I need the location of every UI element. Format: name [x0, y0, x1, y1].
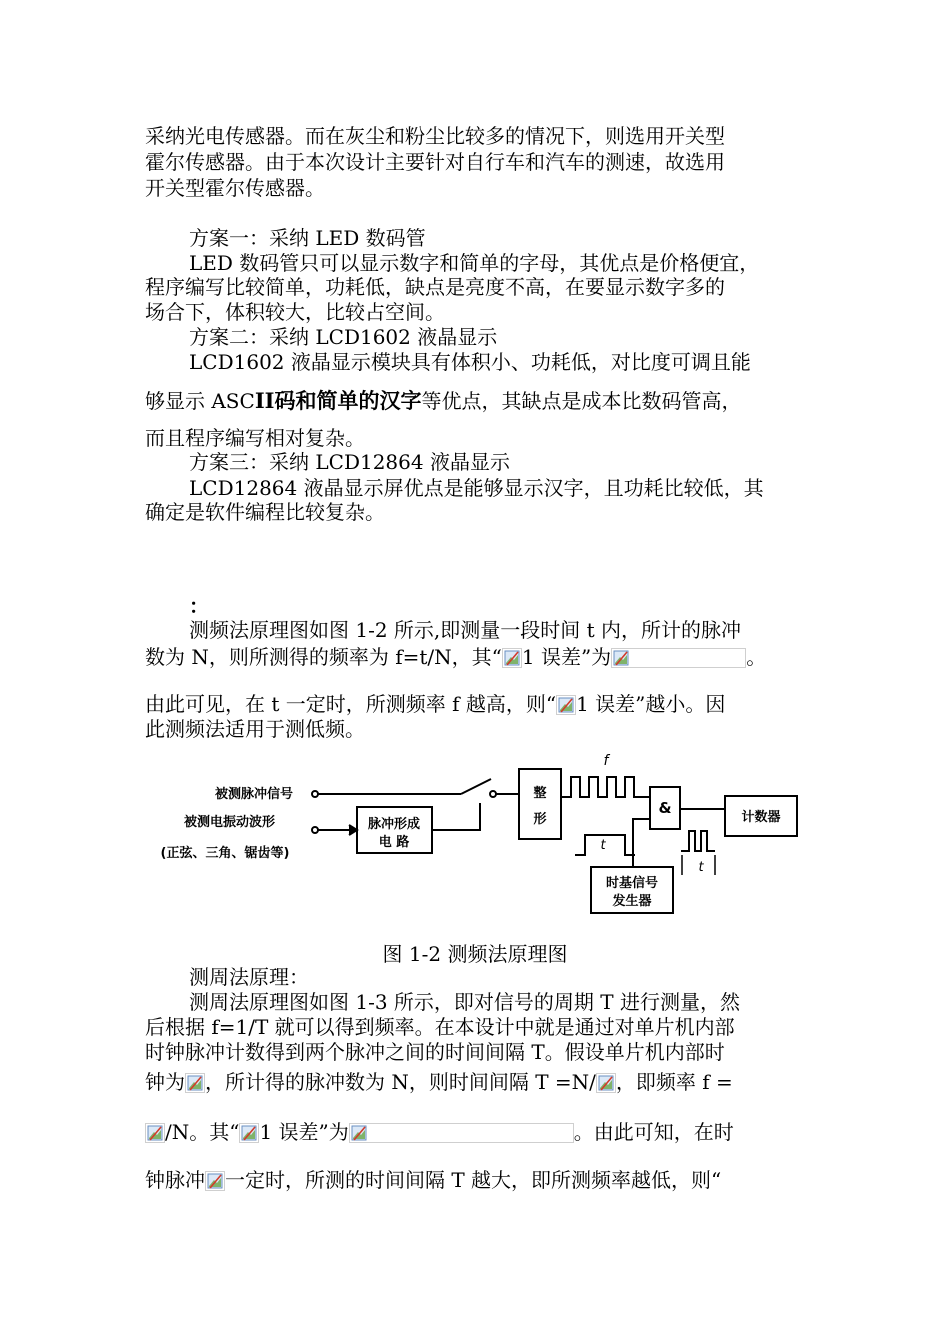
option1-title: 方案一：采纳 LED 数码管: [189, 226, 426, 250]
shaping-label-2: 形: [533, 812, 547, 827]
broken-image-icon: [596, 1073, 616, 1093]
paragraph-line: LED 数码管只可以显示数字和简单的字母，其优点是价格便宜，: [189, 251, 760, 275]
colon-line: ：: [189, 594, 209, 618]
paragraph-line: 后根据 f=1/T 就可以得到频率。在本设计中就是通过对单片机内部: [145, 1015, 735, 1039]
paragraph-line: 此测频法适用于测低频。: [145, 717, 365, 741]
timebase-label-1: 时基信号: [605, 876, 659, 891]
paragraph-line: 采纳光电传感器。而在灰尘和粉尘比较多的情况下，则选用开关型: [145, 124, 725, 148]
paragraph-line: 程序编写比较简单，功耗低，缺点是亮度不高，在要显示数字多的: [145, 275, 725, 299]
paragraph-line: 开关型霍尔传感器。: [145, 176, 325, 200]
shaper-label-2: 电 路: [378, 835, 410, 850]
paragraph-line: [145, 389, 741, 413]
broken-image-icon: [502, 648, 522, 668]
text-span: 由此可见，在 t 一定时，所测频率 f 越高，则“: [145, 692, 557, 716]
option3-title: 方案三：采纳 LCD12864 液晶显示: [189, 450, 510, 474]
broken-image-icon: [349, 1123, 574, 1143]
output-burst-waveform: [681, 831, 715, 851]
text-span: ，即频率 f =: [615, 1070, 733, 1094]
option2-title: 方案二：采纳 LCD1602 液晶显示: [189, 325, 498, 349]
input-terminal: [312, 827, 318, 833]
shaper-label-1: 脉冲形成: [367, 817, 421, 832]
broken-image-icon: [611, 648, 746, 668]
frequency-method-diagram: [145, 745, 815, 925]
paragraph-line: 测周法原理图如图 1-3 所示，即对信号的周期 T 进行测量，然: [189, 990, 740, 1014]
paragraph-line: 确定是软件编程比较复杂。: [145, 500, 385, 524]
timebase-label-2: 发生器: [612, 894, 652, 909]
text-span: 一定时，所测的时间间隔 T 越大，即所测频率越低，则“: [225, 1168, 722, 1192]
paragraph-line: [145, 1168, 721, 1192]
input-label-pulse: 被测脉冲信号: [214, 787, 293, 802]
paragraph-line: 场合下，体积较大，比较占空间。: [145, 300, 445, 324]
paragraph-line: 霍尔传感器。由于本次设计主要针对自行车和汽车的测速，故选用: [145, 150, 725, 174]
switch: [461, 779, 491, 794]
text-span: 。: [746, 645, 767, 669]
paragraph-line: 时钟脉冲计数得到两个脉冲之间的时间间隔 T。假设单片机内部时: [145, 1040, 725, 1064]
paragraph-line: LCD12864 液晶显示屏优点是能够显示汉字，且功耗比较低，其: [189, 476, 764, 500]
text-span: 1 误差”越小。因: [576, 692, 726, 716]
input-label-wave: 被测电振动波形: [183, 815, 275, 830]
period-method-title: 测周法原理：: [189, 965, 309, 989]
broken-image-icon: [185, 1073, 205, 1093]
paragraph-line: [145, 645, 766, 669]
text-span: ，所计得的脉冲数为 N，则时间间隔 T =N/: [205, 1070, 596, 1094]
paragraph-line: [145, 692, 725, 716]
figure-caption: 图 1-2 测频法原理图: [382, 942, 568, 966]
input-label-types: (正弦、三角、锯齿等): [160, 846, 290, 861]
paragraph-line: 而且程序编写相对复杂。: [145, 426, 365, 450]
text-span: 钟为: [145, 1070, 185, 1094]
paragraph-line: [145, 1070, 733, 1094]
and-gate-symbol: &: [658, 799, 672, 817]
text-span: 1 误差”为: [259, 1120, 349, 1144]
counter-label: 计数器: [741, 810, 781, 825]
text-span: 1 误差”为: [521, 645, 612, 669]
broken-image-icon: [239, 1123, 259, 1143]
t-label-burst: t: [698, 860, 704, 875]
text-span: /N。其“: [165, 1120, 240, 1144]
text-span-bold: II码和简单的汉字: [254, 388, 422, 413]
text-span: 等优点，其缺点是成本比数码管高，: [421, 389, 742, 413]
broken-image-icon: [556, 695, 576, 715]
broken-image-icon: [205, 1171, 225, 1191]
shaping-box: [519, 769, 561, 839]
f-label: f: [603, 753, 609, 769]
text-span: 钟脉冲: [145, 1168, 205, 1192]
shaping-label-1: 整: [533, 786, 547, 801]
paragraph-line: 测频法原理图如图 1-2 所示,即测量一段时间 t 内，所计的脉冲: [189, 618, 742, 642]
text-span: 。由此可知，在时: [573, 1120, 734, 1144]
broken-image-icon: [145, 1123, 165, 1143]
paragraph-line: LCD1602 液晶显示模块具有体积小、功耗低，对比度可调且能: [189, 350, 751, 374]
t-label-gate: t: [600, 838, 606, 853]
text-span: 数为 N，则所测得的频率为 f=t/N，其“: [145, 645, 502, 669]
text-span: 够显示 ASC: [145, 389, 255, 413]
paragraph-line: [145, 1120, 734, 1144]
input-terminal: [312, 791, 318, 797]
f-waveform: [561, 777, 645, 797]
